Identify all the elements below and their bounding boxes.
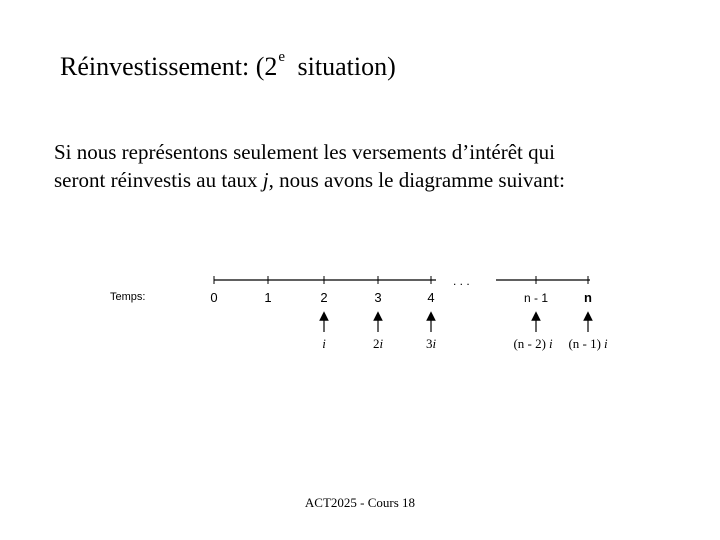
- slide-footer: ACT2025 - Cours 18: [304, 495, 416, 510]
- axis-label: Temps:: [110, 291, 146, 303]
- paragraph-line-1: Si nous représentons seulement les versements d’intérêt qui: [54, 140, 555, 164]
- tick-label-1: 1: [264, 290, 272, 305]
- paragraph-line-2-start: seront réinvestis au taux: [54, 168, 263, 192]
- payment-label-4: 3i: [425, 336, 437, 351]
- tick-label-4: 4: [427, 290, 435, 305]
- title-end: situation): [291, 52, 396, 81]
- payment-label-n: (n - 1) i: [568, 336, 608, 351]
- payment-label-3: 2i: [372, 336, 384, 351]
- title-superscript: e: [278, 49, 286, 65]
- tick-label-n-1: n - 1: [523, 291, 549, 305]
- payment-label-2: i: [322, 336, 326, 351]
- tick-label-2: 2: [320, 290, 328, 305]
- tick-label-0: 0: [210, 290, 218, 305]
- payment-label-n-1: (n - 2) i: [513, 336, 553, 351]
- timeline-ellipsis: . . .: [453, 274, 470, 288]
- rate-variable: j: [262, 168, 269, 192]
- title-main: Réinvestissement: (2: [60, 52, 278, 81]
- tick-label-n: n: [584, 290, 592, 305]
- paragraph-line-2-end: , nous avons le diagramme suivant:: [268, 168, 565, 192]
- tick-label-3: 3: [374, 290, 382, 305]
